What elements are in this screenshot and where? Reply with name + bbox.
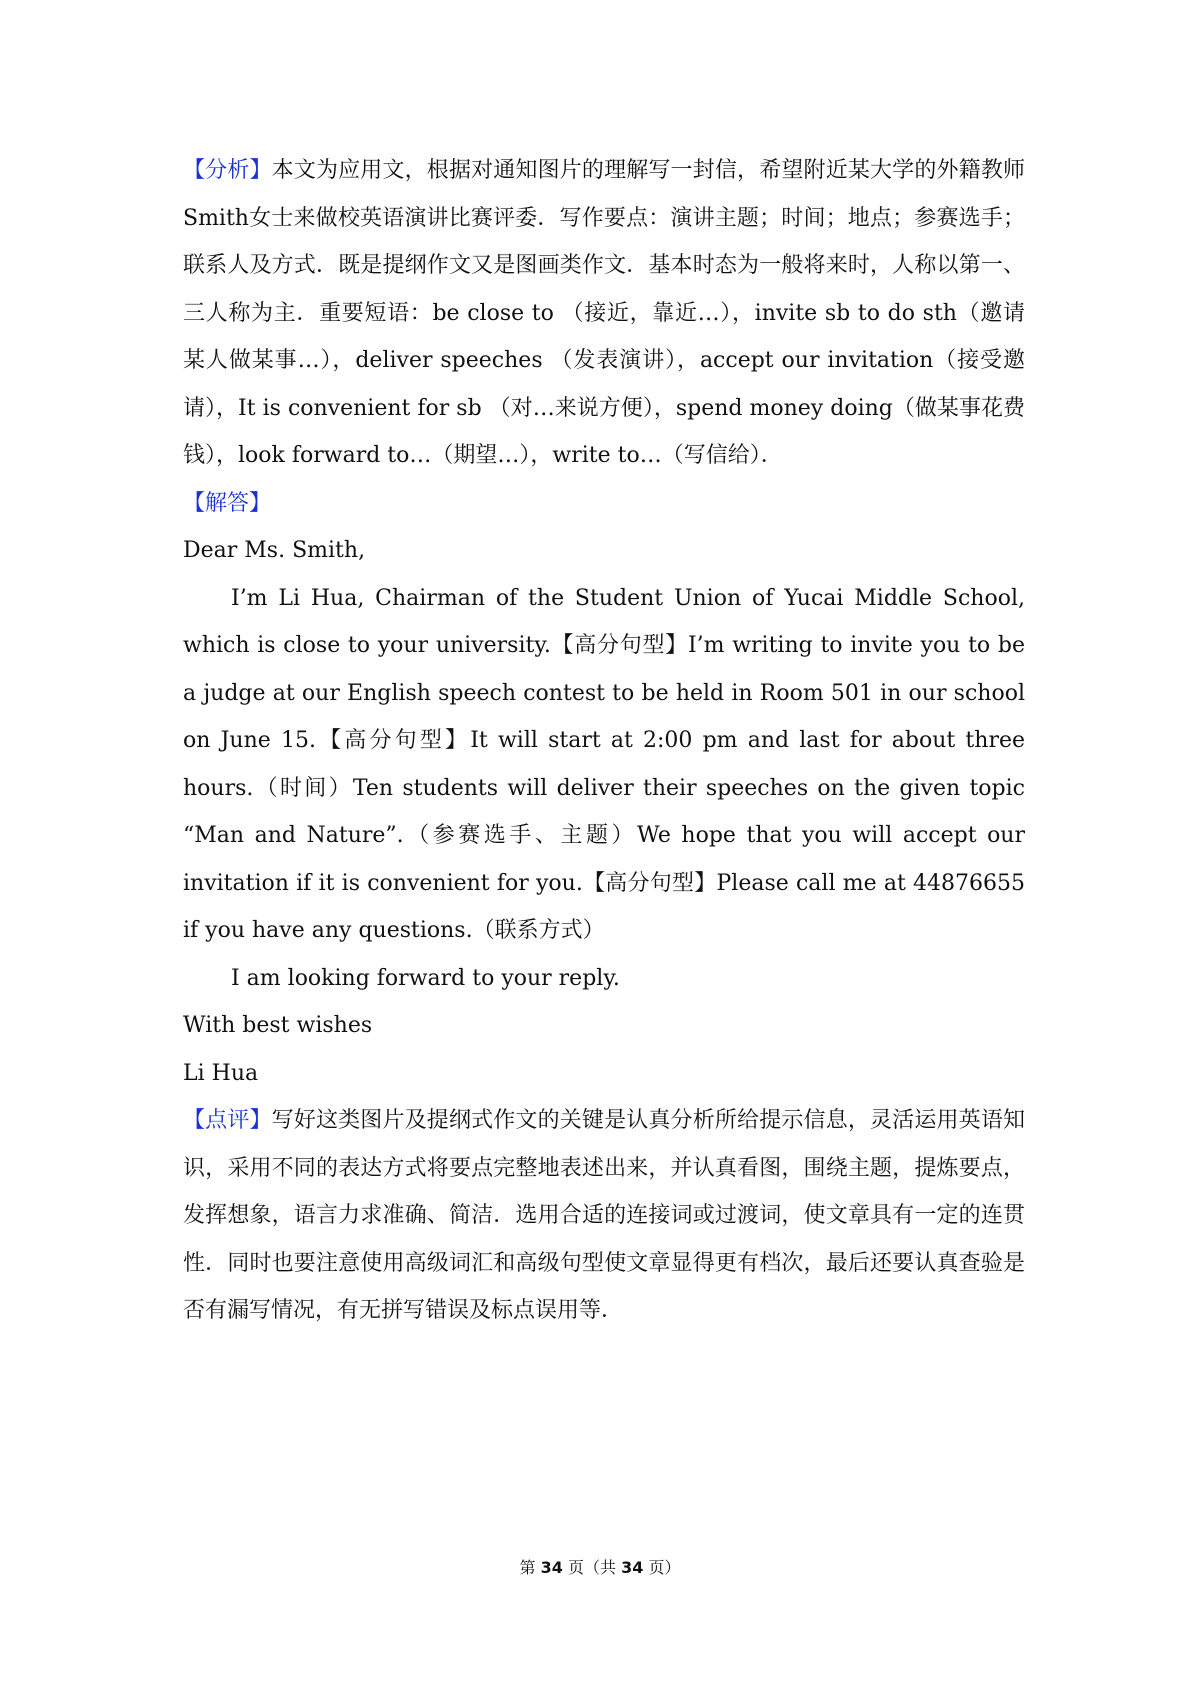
letter-signature: Li Hua: [183, 1060, 259, 1086]
comment-section: [183, 1097, 1025, 1335]
letter-closing-line: I am looking forward to your reply.: [231, 965, 620, 991]
page-content: [183, 147, 1025, 1335]
analysis-section: [183, 147, 1025, 480]
footer-prefix: 第: [519, 1558, 536, 1577]
comment-label: 【点评】: [183, 1108, 272, 1133]
letter-sign-off: With best wishes: [183, 1013, 373, 1038]
answer-section-heading: [183, 480, 1025, 528]
analysis-text: 本文为应用文，根据对通知图片的理解写一封信，希望附近某大学的外籍教师Smith女士来做校英语演讲比赛评委．写作要点：演讲主题；时间；地点；参赛选手；联系人及方式．既是提纲作文又是图画类作文．基本时态为一般将来时，人称以第一、三人称为主．重要短语：be close to （接近，靠近…），invite sb to do sth（邀请某人做某事…），deliver speeches （发表演讲），accept our invitation（接受邀请），It is convenient for sb （对…来说方便），spend money doing（做某事花费钱），look forward to…（期望…），write to…（写信给）．: [183, 158, 1025, 468]
footer-page-number: 34: [540, 1558, 563, 1577]
letter-greeting: Dear Ms. Smith,: [183, 538, 366, 563]
footer-middle: 页（共: [567, 1558, 616, 1577]
page-footer: [0, 1556, 1200, 1580]
comment-text: 写好这类图片及提纲式作文的关键是认真分析所给提示信息，灵活运用英语知识，采用不同的表达方式将要点完整地表述出来，并认真看图，围绕主题，提炼要点，发挥想象，语言力求准确、简洁．选用合适的连接词或过渡词，使文章具有一定的连贯性．同时也要注意使用高级词汇和高级句型使文章显得更有档次，最后还要认真查验是否有漏写情况，有无拼写错误及标点误用等．: [183, 1108, 1025, 1323]
answer-label: 【解答】: [183, 490, 272, 516]
analysis-label: 【分析】: [183, 158, 272, 183]
letter-body: I’m Li Hua, Chairman of the Student Union of Yucai Middle School, which is close to your university.【高分句型】I’m writing to invite you to be a judge at our English speech contest to be held in Room 501 in our school on June 15.【高分句型】It will start at 2:00 pm and last for about three hours.（时间）Ten students will deliver their speeches on the given topic “Man and Nature”.（参赛选手、主题）We hope that you will accept our invitation if it is convenient for you.【高分句型】Please call me at 44876655 if you have any questions.（联系方式）: [183, 585, 1025, 943]
footer-suffix: 页）: [648, 1558, 681, 1577]
footer-total-pages: 34: [621, 1558, 644, 1577]
